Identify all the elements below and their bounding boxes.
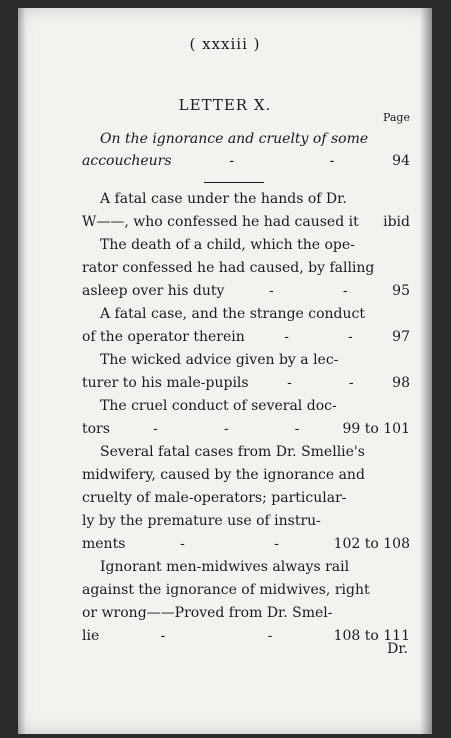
page-column-label: Page [382, 111, 410, 124]
toc-entry-line: or wrong——Proved from Dr. Smel- [82, 605, 333, 621]
section-title-line-2: accoucheurs - - 94 [82, 150, 410, 172]
toc-entry-line: rator confessed he had caused, by falling [82, 260, 375, 276]
leader-dashes: - - - [152, 421, 300, 437]
page-number: ( xxxiii ) [189, 35, 261, 53]
catchword: Dr. [387, 641, 408, 657]
toc-entry-line: A fatal case, and the strange conduct [100, 306, 365, 322]
toc-entry-line: W——, who confessed he had caused it ibid [82, 211, 410, 233]
toc-entry-line: cruelty of male-operators; particular- [82, 490, 347, 506]
leader-dashes: - - [287, 375, 354, 391]
toc-entry-line: Ignorant men-midwives always rail [100, 559, 350, 575]
leader-dashes: - - [229, 153, 335, 169]
book-page [18, 8, 432, 734]
toc-entry-line: lie - - 108 to 111 [82, 625, 410, 647]
section-title-line-1: On the ignorance and cruelty of some [100, 131, 369, 147]
toc-entry-page: ibid [383, 214, 410, 230]
leader-dashes: - - [284, 329, 353, 345]
toc-entry-line: Several fatal cases from Dr. Smellie's [100, 444, 365, 460]
toc-entry-line: turer to his male-pupils - - 98 [82, 372, 410, 394]
toc-entry-line: asleep over his duty - - 95 [82, 280, 410, 302]
toc-entry-line: ments - - 102 to 108 [82, 533, 410, 555]
toc-entry-line: The death of a child, which the ope- [100, 237, 355, 253]
letter-heading: LETTER X. [178, 96, 272, 114]
toc-entry-page: 108 to 111 [333, 628, 410, 644]
toc-entry-line: against the ignorance of midwives, right [82, 582, 370, 598]
toc-entry-line: The cruel conduct of several doc- [100, 398, 337, 414]
toc-entry-line: The wicked advice given by a lec- [100, 352, 339, 368]
toc-entry-line: midwifery, caused by the ignorance and [82, 467, 365, 483]
toc-entry-page: 102 to 108 [333, 536, 410, 552]
leader-dashes: - - [160, 628, 273, 644]
toc-entry-page: 99 to 101 [342, 421, 410, 437]
toc-entry-line: of the operator therein - - 97 [82, 326, 410, 348]
leader-dashes: - - [180, 536, 279, 552]
toc-entry-page: 95 [392, 283, 410, 299]
toc-entry-page: 98 [392, 375, 410, 391]
toc-entry-page: 97 [392, 329, 410, 345]
section-rule [204, 182, 264, 183]
page-text [18, 8, 432, 734]
section-title-page: 94 [392, 153, 410, 169]
leader-dashes: - - [268, 283, 348, 299]
toc-entry-line: ly by the premature use of instru- [82, 513, 321, 529]
toc-entry-line: A fatal case under the hands of Dr. [100, 191, 347, 207]
toc-entry-line: tors - - - 99 to 101 [82, 418, 410, 440]
